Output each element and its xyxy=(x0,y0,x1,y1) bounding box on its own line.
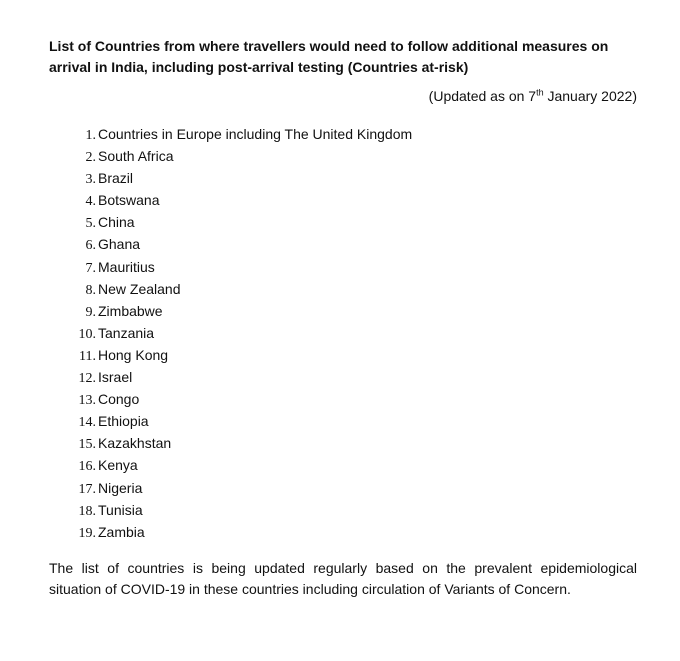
item-number: 9. xyxy=(85,304,96,320)
item-number: 5. xyxy=(85,216,96,232)
country-name: Tunisia xyxy=(98,501,143,518)
document-heading: List of Countries from where travellers would need to follow additional measures on arrival in India, including post-arrival testing (Countries at-risk) xyxy=(49,38,609,75)
country-name: Kazakhstan xyxy=(98,435,172,452)
list-item xyxy=(60,256,412,278)
country-name: South Africa xyxy=(98,148,174,165)
country-name: Zambia xyxy=(98,523,145,540)
list-item xyxy=(60,344,412,366)
list-item xyxy=(60,499,412,521)
list-item xyxy=(60,322,412,344)
country-name: Ethiopia xyxy=(98,413,149,430)
updated-date xyxy=(429,86,637,106)
country-list xyxy=(60,123,412,543)
updated-date-superscript: th xyxy=(536,87,544,98)
list-item xyxy=(60,211,412,233)
list-item xyxy=(60,432,412,454)
list-item xyxy=(60,366,412,388)
list-item xyxy=(60,388,412,410)
list-item xyxy=(60,521,412,543)
item-number: 13. xyxy=(78,393,96,409)
item-number: 14. xyxy=(78,415,96,431)
country-name: Israel xyxy=(98,369,133,386)
country-name: Tanzania xyxy=(98,324,155,341)
item-number: 2. xyxy=(85,150,96,166)
updated-date-suffix: January 2022) xyxy=(543,88,637,104)
country-name: Countries in Europe including The United Kingdom xyxy=(98,126,413,142)
item-number: 11. xyxy=(79,348,96,364)
item-number: 17. xyxy=(78,481,96,497)
document-footer-note: The list of countries is being updated regularly based on the prevalent epidemiological situation of COVID-19 in these countries including circulation of Variants of Concern. xyxy=(49,560,637,597)
country-name: Zimbabwe xyxy=(98,302,163,319)
list-item xyxy=(60,278,412,300)
country-name: Congo xyxy=(98,391,140,408)
country-name: Hong Kong xyxy=(98,346,169,363)
list-item xyxy=(60,167,412,189)
item-number: 19. xyxy=(78,525,96,541)
item-number: 7. xyxy=(85,260,96,276)
list-item xyxy=(60,410,412,432)
item-number: 3. xyxy=(85,172,96,188)
list-item xyxy=(60,189,412,211)
list-item xyxy=(60,233,412,255)
item-number: 1. xyxy=(85,128,96,143)
country-name: Kenya xyxy=(98,457,138,474)
item-number: 4. xyxy=(85,194,96,210)
country-name: Nigeria xyxy=(98,479,143,496)
item-number: 15. xyxy=(78,437,96,453)
country-name: Brazil xyxy=(98,170,134,187)
item-number: 8. xyxy=(85,282,96,298)
list-item xyxy=(60,123,412,145)
item-number: 18. xyxy=(78,503,96,519)
country-name: Ghana xyxy=(98,236,141,253)
country-name: Botswana xyxy=(98,192,160,209)
item-number: 6. xyxy=(85,238,96,254)
list-item xyxy=(60,300,412,322)
list-item xyxy=(60,454,412,476)
item-number: 12. xyxy=(78,371,96,387)
item-number: 16. xyxy=(78,459,96,475)
country-name: Mauritius xyxy=(98,258,155,275)
country-name: New Zealand xyxy=(98,280,181,297)
list-item xyxy=(60,145,412,167)
list-item xyxy=(60,477,412,499)
country-name: China xyxy=(98,214,135,231)
updated-date-prefix: (Updated as on 7 xyxy=(428,88,537,104)
item-number: 10. xyxy=(78,326,96,342)
